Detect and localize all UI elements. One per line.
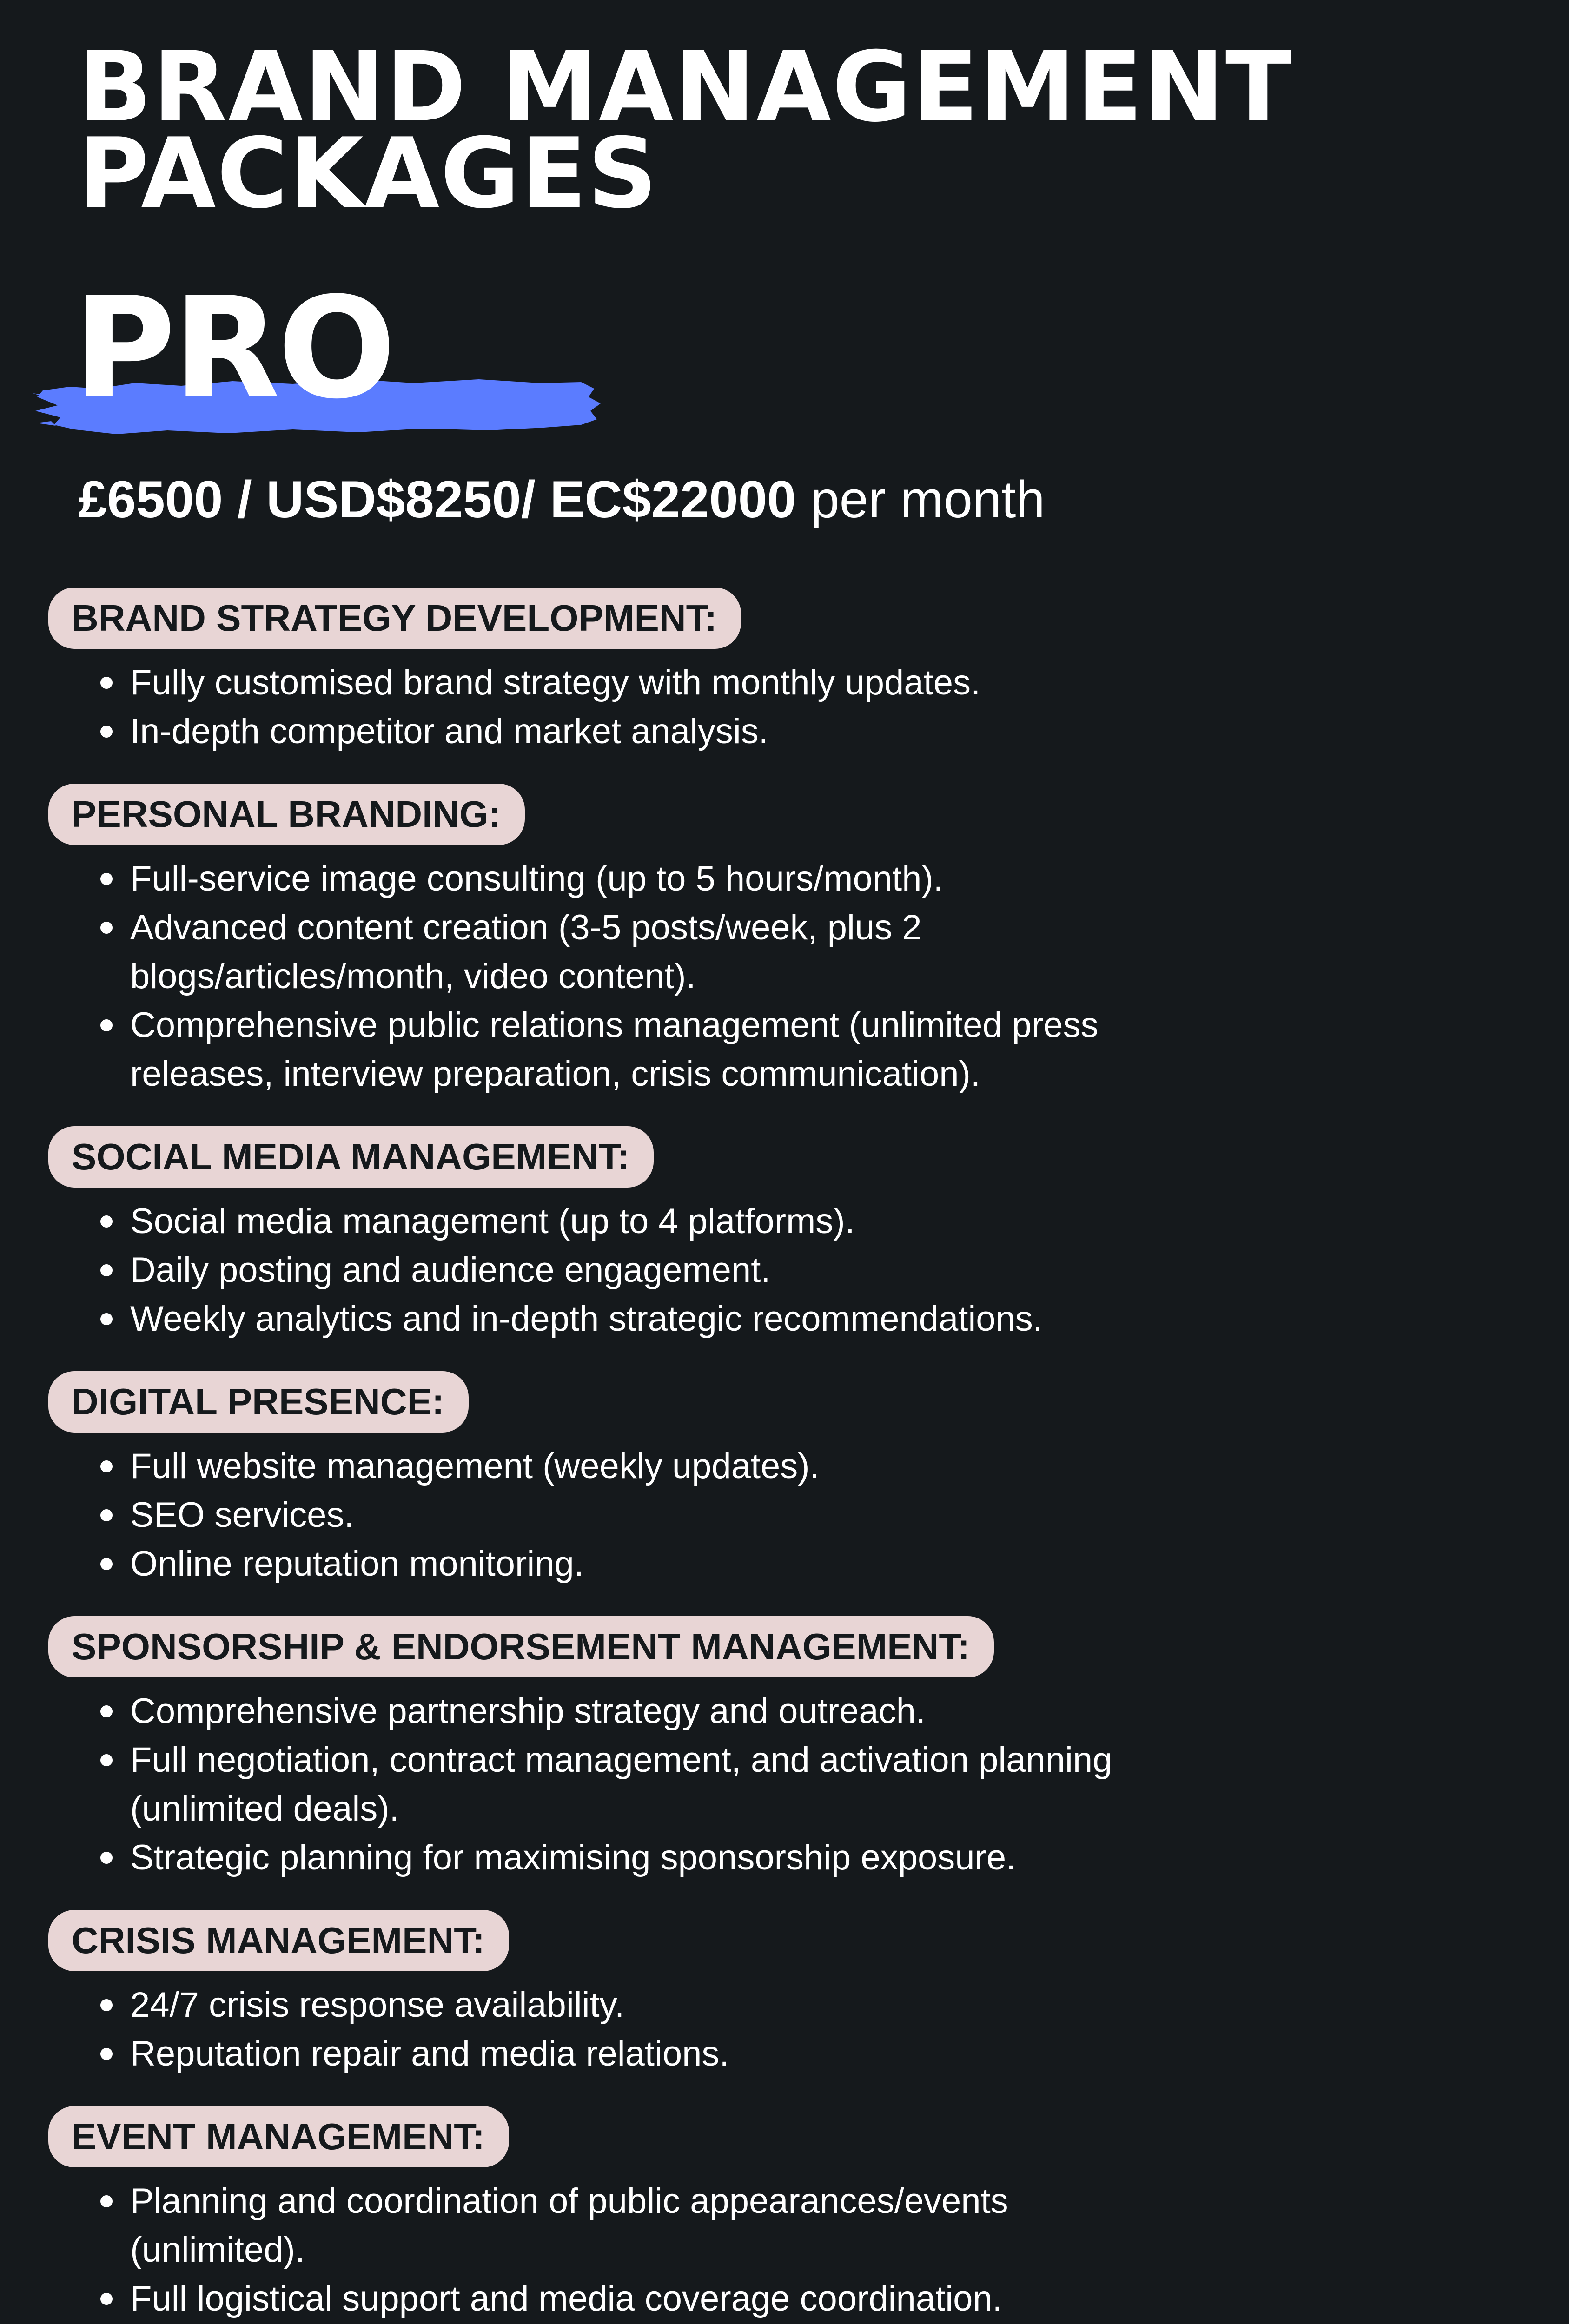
list-item: SEO services.	[48, 1491, 1164, 1539]
tier-name: PRO	[73, 267, 393, 429]
section-label: SOCIAL MEDIA MANAGEMENT:	[48, 1126, 654, 1188]
section-item-list	[48, 854, 1164, 1098]
package-section	[48, 1616, 1164, 1882]
section-label: CRISIS MANAGEMENT:	[48, 1910, 509, 1971]
list-item: Weekly analytics and in-depth strategic recommendations.	[48, 1294, 1164, 1343]
list-item: Social media management (up to 4 platforms).	[48, 1197, 1164, 1246]
list-item: Full-service image consulting (up to 5 hours/month).	[48, 854, 1164, 903]
package-section	[48, 2106, 1164, 2323]
list-item: Strategic planning for maximising sponsorship exposure.	[48, 1833, 1164, 1882]
list-item: In-depth competitor and market analysis.	[48, 707, 1164, 756]
price-line	[78, 465, 1045, 535]
section-item-list	[48, 1442, 1164, 1588]
section-item-list	[48, 658, 1164, 756]
list-item: Reputation repair and media relations.	[48, 2029, 1164, 2078]
price-period: per month	[796, 470, 1045, 528]
title-line-1: BRAND MANAGEMENT	[78, 31, 1292, 144]
list-item: Comprehensive public relations management (unlimited press releases, interview preparation, crisis communication).	[48, 1001, 1164, 1098]
section-label: PERSONAL BRANDING:	[48, 784, 525, 845]
section-label: BRAND STRATEGY DEVELOPMENT:	[48, 588, 741, 649]
list-item: Advanced content creation (3-5 posts/week, plus 2 blogs/articles/month, video content).	[48, 903, 1164, 1001]
section-label: SPONSORSHIP & ENDORSEMENT MANAGEMENT:	[48, 1616, 994, 1677]
list-item: Comprehensive partnership strategy and outreach.	[48, 1687, 1164, 1736]
package-section	[48, 588, 1164, 756]
section-item-list	[48, 2177, 1164, 2323]
list-item: Daily posting and audience engagement.	[48, 1246, 1164, 1294]
section-item-list	[48, 1197, 1164, 1343]
tier-heading	[33, 267, 604, 437]
price-amount: £6500 / USD$8250/ EC$22000	[78, 470, 796, 528]
package-section	[48, 1910, 1164, 2078]
list-item: Online reputation monitoring.	[48, 1539, 1164, 1588]
list-item: Fully customised brand strategy with monthly updates.	[48, 658, 1164, 707]
package-section	[48, 1126, 1164, 1343]
package-sections	[48, 588, 1164, 2324]
list-item: 24/7 crisis response availability.	[48, 1981, 1164, 2029]
list-item: Full website management (weekly updates).	[48, 1442, 1164, 1491]
list-item: Full logistical support and media coverage coordination.	[48, 2274, 1164, 2323]
section-item-list	[48, 1981, 1164, 2078]
package-section	[48, 784, 1164, 1098]
section-item-list	[48, 1687, 1164, 1882]
title-line-2: PACKAGES	[78, 118, 658, 230]
list-item: Planning and coordination of public appearances/events (unlimited).	[48, 2177, 1164, 2274]
list-item: Full negotiation, contract management, and activation planning (unlimited deals).	[48, 1736, 1164, 1833]
page-title	[78, 31, 1292, 230]
section-label: EVENT MANAGEMENT:	[48, 2106, 509, 2167]
section-label: DIGITAL PRESENCE:	[48, 1371, 469, 1433]
package-section	[48, 1371, 1164, 1588]
